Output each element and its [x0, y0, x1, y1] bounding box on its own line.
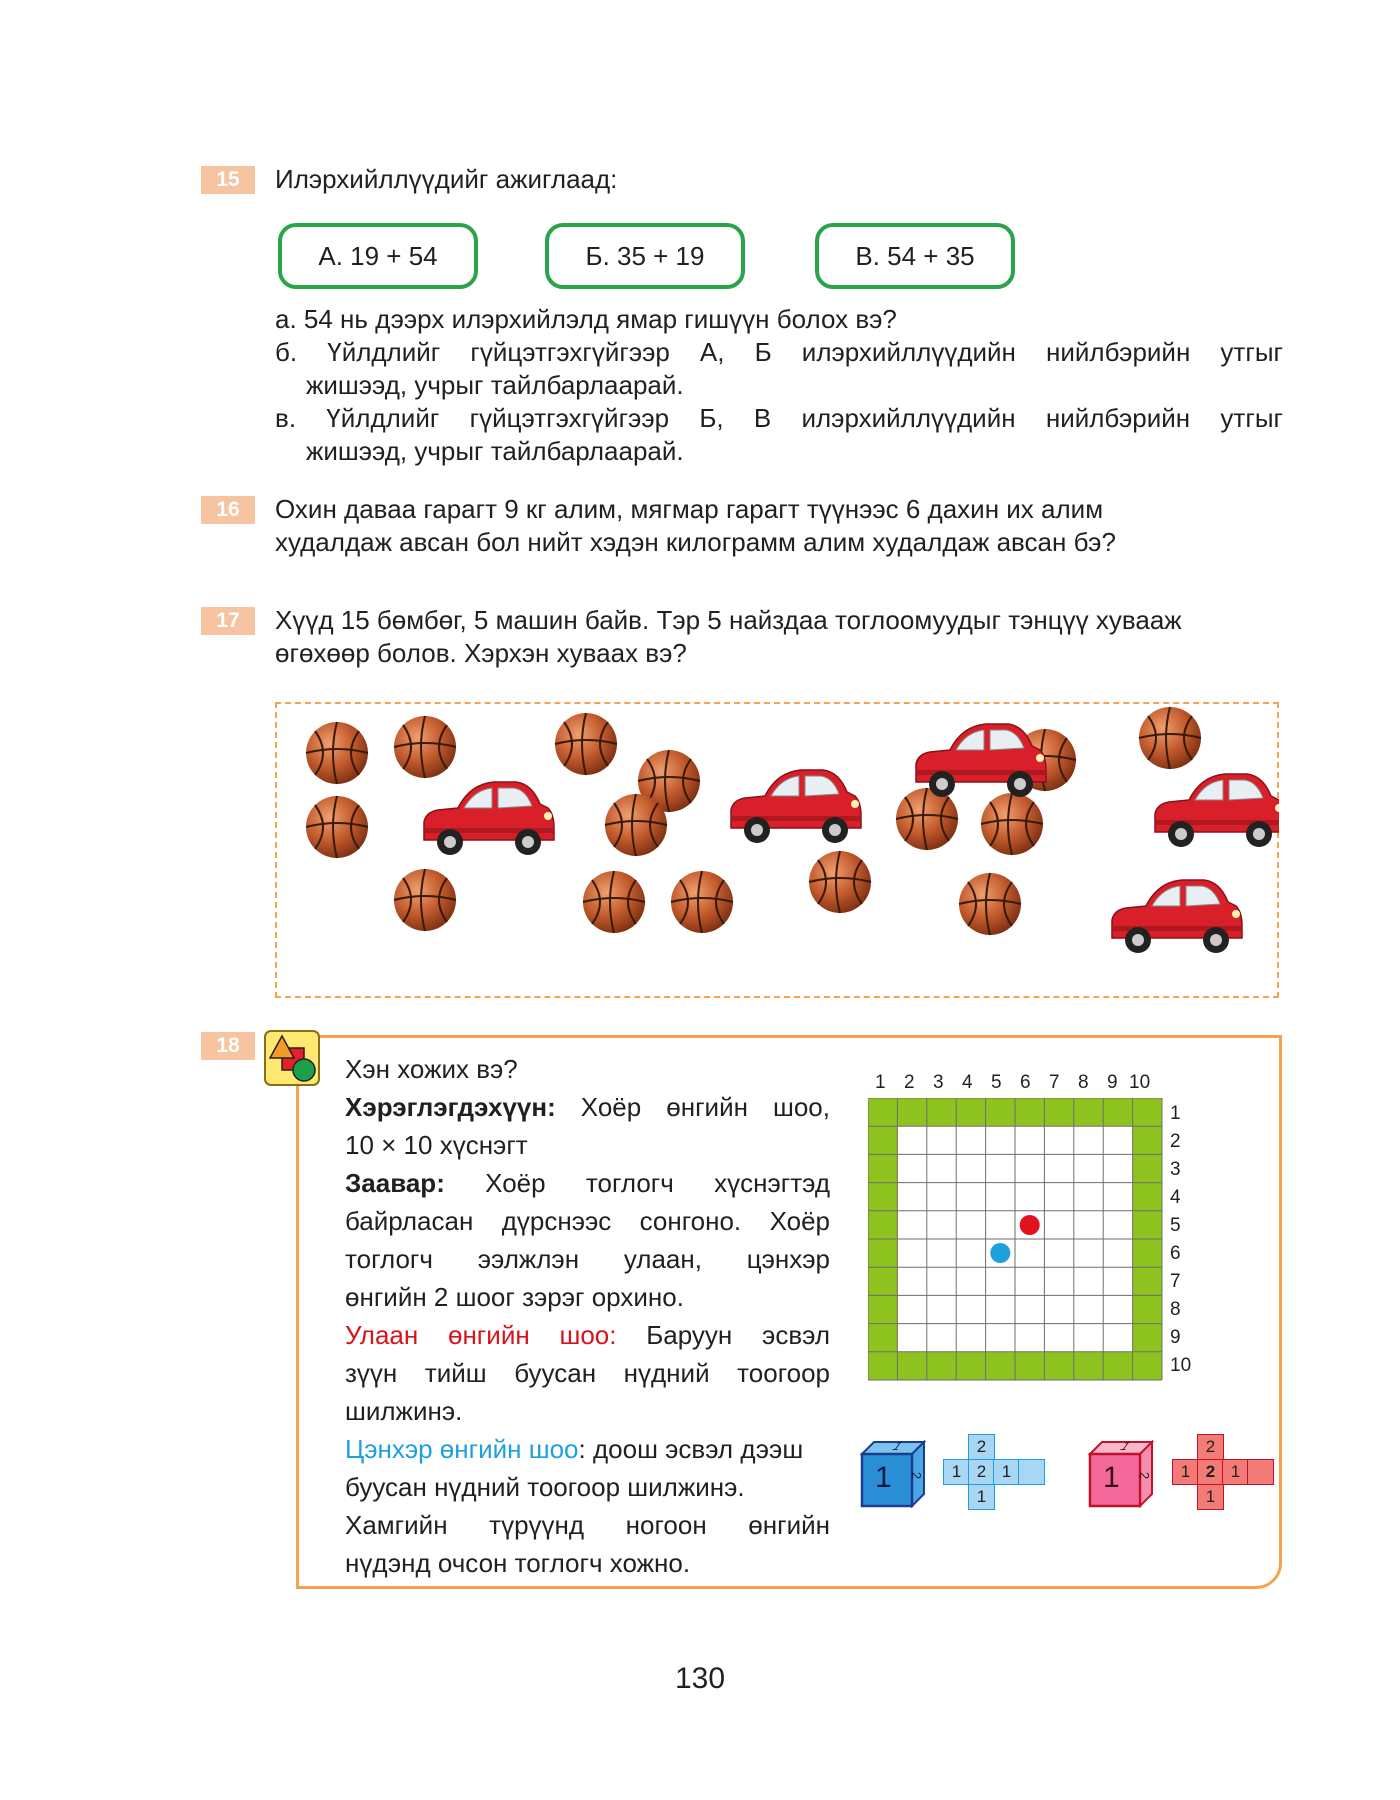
- basketball-icon: [555, 713, 617, 775]
- basketball-icon: [306, 796, 368, 858]
- game-shapes-icon: [264, 1030, 322, 1088]
- red-player-token: [1020, 1215, 1040, 1235]
- column-number: 4: [962, 1072, 973, 1093]
- red-rule-line1: [345, 1316, 830, 1354]
- problem-16-line1: Охин даваа гарагт 9 кг алим, мягмар гарагт түүнээс 6 дахин их алим: [275, 494, 1104, 524]
- red-rule-line3: шилжинэ.: [345, 1396, 463, 1426]
- question-c-line1: в. Үйлдлийг гүйцэтгэхгүйгээр Б, В илэрхийллүүдийн нийлбэрийн утгыг: [275, 403, 1283, 433]
- basketball-icon: [306, 722, 368, 784]
- column-number: 5: [991, 1072, 1002, 1093]
- column-number: 9: [1107, 1072, 1118, 1093]
- expression-b: Б. 35 + 19: [545, 223, 745, 289]
- basketball-icon: [981, 793, 1043, 855]
- red-rule-text: Баруун эсвэл: [646, 1320, 830, 1350]
- die-face-top: 1: [889, 1439, 905, 1453]
- problem-number-badge: 17: [201, 607, 255, 635]
- row-number: 6: [1170, 1243, 1181, 1264]
- problem-number-badge: 18: [201, 1032, 255, 1060]
- red-rule-line2: зүүн тийш буусан нүдний тоогоор: [345, 1358, 830, 1388]
- toys-illustration: [275, 702, 1279, 998]
- red-die-label: Улаан өнгийн шоо:: [345, 1320, 617, 1350]
- net-face: 2: [968, 1434, 995, 1460]
- question-c-line2: жишээд, учрыг тайлбарлаарай.: [306, 436, 684, 466]
- row-number: 2: [1170, 1131, 1181, 1152]
- row-number: 5: [1170, 1215, 1181, 1236]
- question-b-line1: б. Үйлдлийг гүйцэтгэхгүйгээр А, Б илэрхийллүүдийн нийлбэрийн утгыг: [275, 337, 1283, 367]
- column-number: 8: [1078, 1072, 1089, 1093]
- problem-17-line1: Хүүд 15 бөмбөг, 5 машин байв. Тэр 5 найздаа тоглоомуудыг тэнцүү хувааж: [275, 605, 1182, 635]
- row-number: 10: [1170, 1355, 1192, 1376]
- row-number: 7: [1170, 1271, 1181, 1292]
- red-die-net: [1172, 1434, 1274, 1512]
- materials-line2: 10 × 10 хүснэгт: [345, 1130, 528, 1160]
- column-number: 1: [875, 1072, 886, 1093]
- net-face: 2: [1197, 1459, 1224, 1485]
- page-number: 130: [674, 1662, 726, 1695]
- rules-text: Хоёр тоглогч хүснэгтэд: [485, 1168, 830, 1198]
- game-grid: [868, 1098, 1164, 1382]
- expression-a: А. 19 + 54: [278, 223, 478, 289]
- expression-c: В. 54 + 35: [815, 223, 1015, 289]
- column-number: 2: [904, 1072, 915, 1093]
- net-face: 1: [968, 1484, 995, 1510]
- basketball-icon: [583, 871, 645, 933]
- rules-line1: [345, 1164, 830, 1202]
- basketball-icon: [896, 788, 958, 850]
- blue-rule-text: : доош эсвэл дээш: [578, 1434, 804, 1464]
- car-icon: [916, 724, 1046, 797]
- blue-player-token: [990, 1243, 1010, 1263]
- die-face-front: 1: [1103, 1461, 1120, 1494]
- basketball-icon: [605, 794, 667, 856]
- rules-line2: байрласан дүрснээс сонгоно. Хоёр: [345, 1206, 830, 1236]
- blue-die-net: [943, 1434, 1045, 1512]
- column-number: 6: [1020, 1072, 1031, 1093]
- basketball-icon: [394, 869, 456, 931]
- basketball-icon: [959, 873, 1021, 935]
- problem-number-badge: 15: [201, 166, 255, 194]
- net-face: [1018, 1459, 1045, 1485]
- net-face: [1247, 1459, 1274, 1485]
- net-face: 2: [968, 1459, 995, 1485]
- net-face: 1: [1172, 1459, 1199, 1485]
- row-number: 3: [1170, 1159, 1181, 1180]
- die-face-side: 2: [1137, 1471, 1153, 1480]
- question-b-line2: жишээд, учрыг тайлбарлаарай.: [306, 370, 684, 400]
- blue-die: [860, 1440, 926, 1508]
- game-title: Хэн хожих вэ?: [345, 1054, 518, 1084]
- car-icon: [731, 770, 861, 843]
- net-face: 1: [1222, 1459, 1249, 1485]
- die-face-front: 1: [875, 1461, 892, 1494]
- column-number: 3: [933, 1072, 944, 1093]
- rules-line4: өнгийн 2 шоог зэрэг орхино.: [345, 1282, 684, 1312]
- basketball-icon: [394, 716, 456, 778]
- net-face: 1: [943, 1459, 970, 1485]
- row-number: 9: [1170, 1327, 1181, 1348]
- red-die: [1088, 1440, 1154, 1508]
- die-face-side: 2: [909, 1471, 925, 1480]
- basketball-icon: [1139, 707, 1201, 769]
- grid-column-numbers: [870, 1072, 1170, 1096]
- blue-rule-line1: [345, 1430, 830, 1468]
- row-number: 1: [1170, 1103, 1181, 1124]
- net-face: 1: [1197, 1484, 1224, 1510]
- net-face: 2: [1197, 1434, 1224, 1460]
- row-number: 8: [1170, 1299, 1181, 1320]
- row-number: 4: [1170, 1187, 1181, 1208]
- materials-label: Хэрэглэгдэхүүн:: [345, 1092, 556, 1122]
- car-icon: [1112, 880, 1242, 953]
- basketball-icon: [671, 871, 733, 933]
- rules-line3: тоглогч ээлжлэн улаан, цэнхэр: [345, 1244, 830, 1274]
- car-icon: [1155, 774, 1279, 847]
- problem-16-line2: худалдаж авсан бол нийт хэдэн килограмм алим худалдаж авсан бэ?: [275, 527, 1116, 557]
- question-a: а. 54 нь дээрх илэрхийлэлд ямар гишүүн болох вэ?: [275, 304, 897, 334]
- basketball-icon: [809, 851, 871, 913]
- problem-number-badge: 16: [201, 496, 255, 524]
- car-icon: [424, 782, 554, 855]
- die-face-top: 1: [1117, 1439, 1133, 1453]
- column-number: 7: [1049, 1072, 1060, 1093]
- materials-text: Хоёр өнгийн шоо,: [580, 1092, 830, 1122]
- game-instructions: [345, 1050, 830, 1582]
- win-line2: нүдэнд очсон тоглогч хожно.: [345, 1548, 691, 1578]
- problem-15-prompt: Илэрхийллүүдийг ажиглаад:: [275, 164, 618, 194]
- grid-row-numbers: [1170, 1100, 1210, 1390]
- problem-17-line2: өгөхөөр болов. Хэрхэн хуваах вэ?: [275, 638, 687, 668]
- rules-label: Заавар:: [345, 1168, 445, 1198]
- win-line1: Хамгийн түрүүнд ногоон өнгийн: [345, 1510, 830, 1540]
- column-number: 10: [1129, 1072, 1151, 1093]
- net-face: 1: [993, 1459, 1020, 1485]
- blue-die-label: Цэнхэр өнгийн шоо: [345, 1434, 579, 1464]
- blue-rule-line2: буусан нүдний тоогоор шилжинэ.: [345, 1472, 745, 1502]
- materials-line1: [345, 1088, 830, 1126]
